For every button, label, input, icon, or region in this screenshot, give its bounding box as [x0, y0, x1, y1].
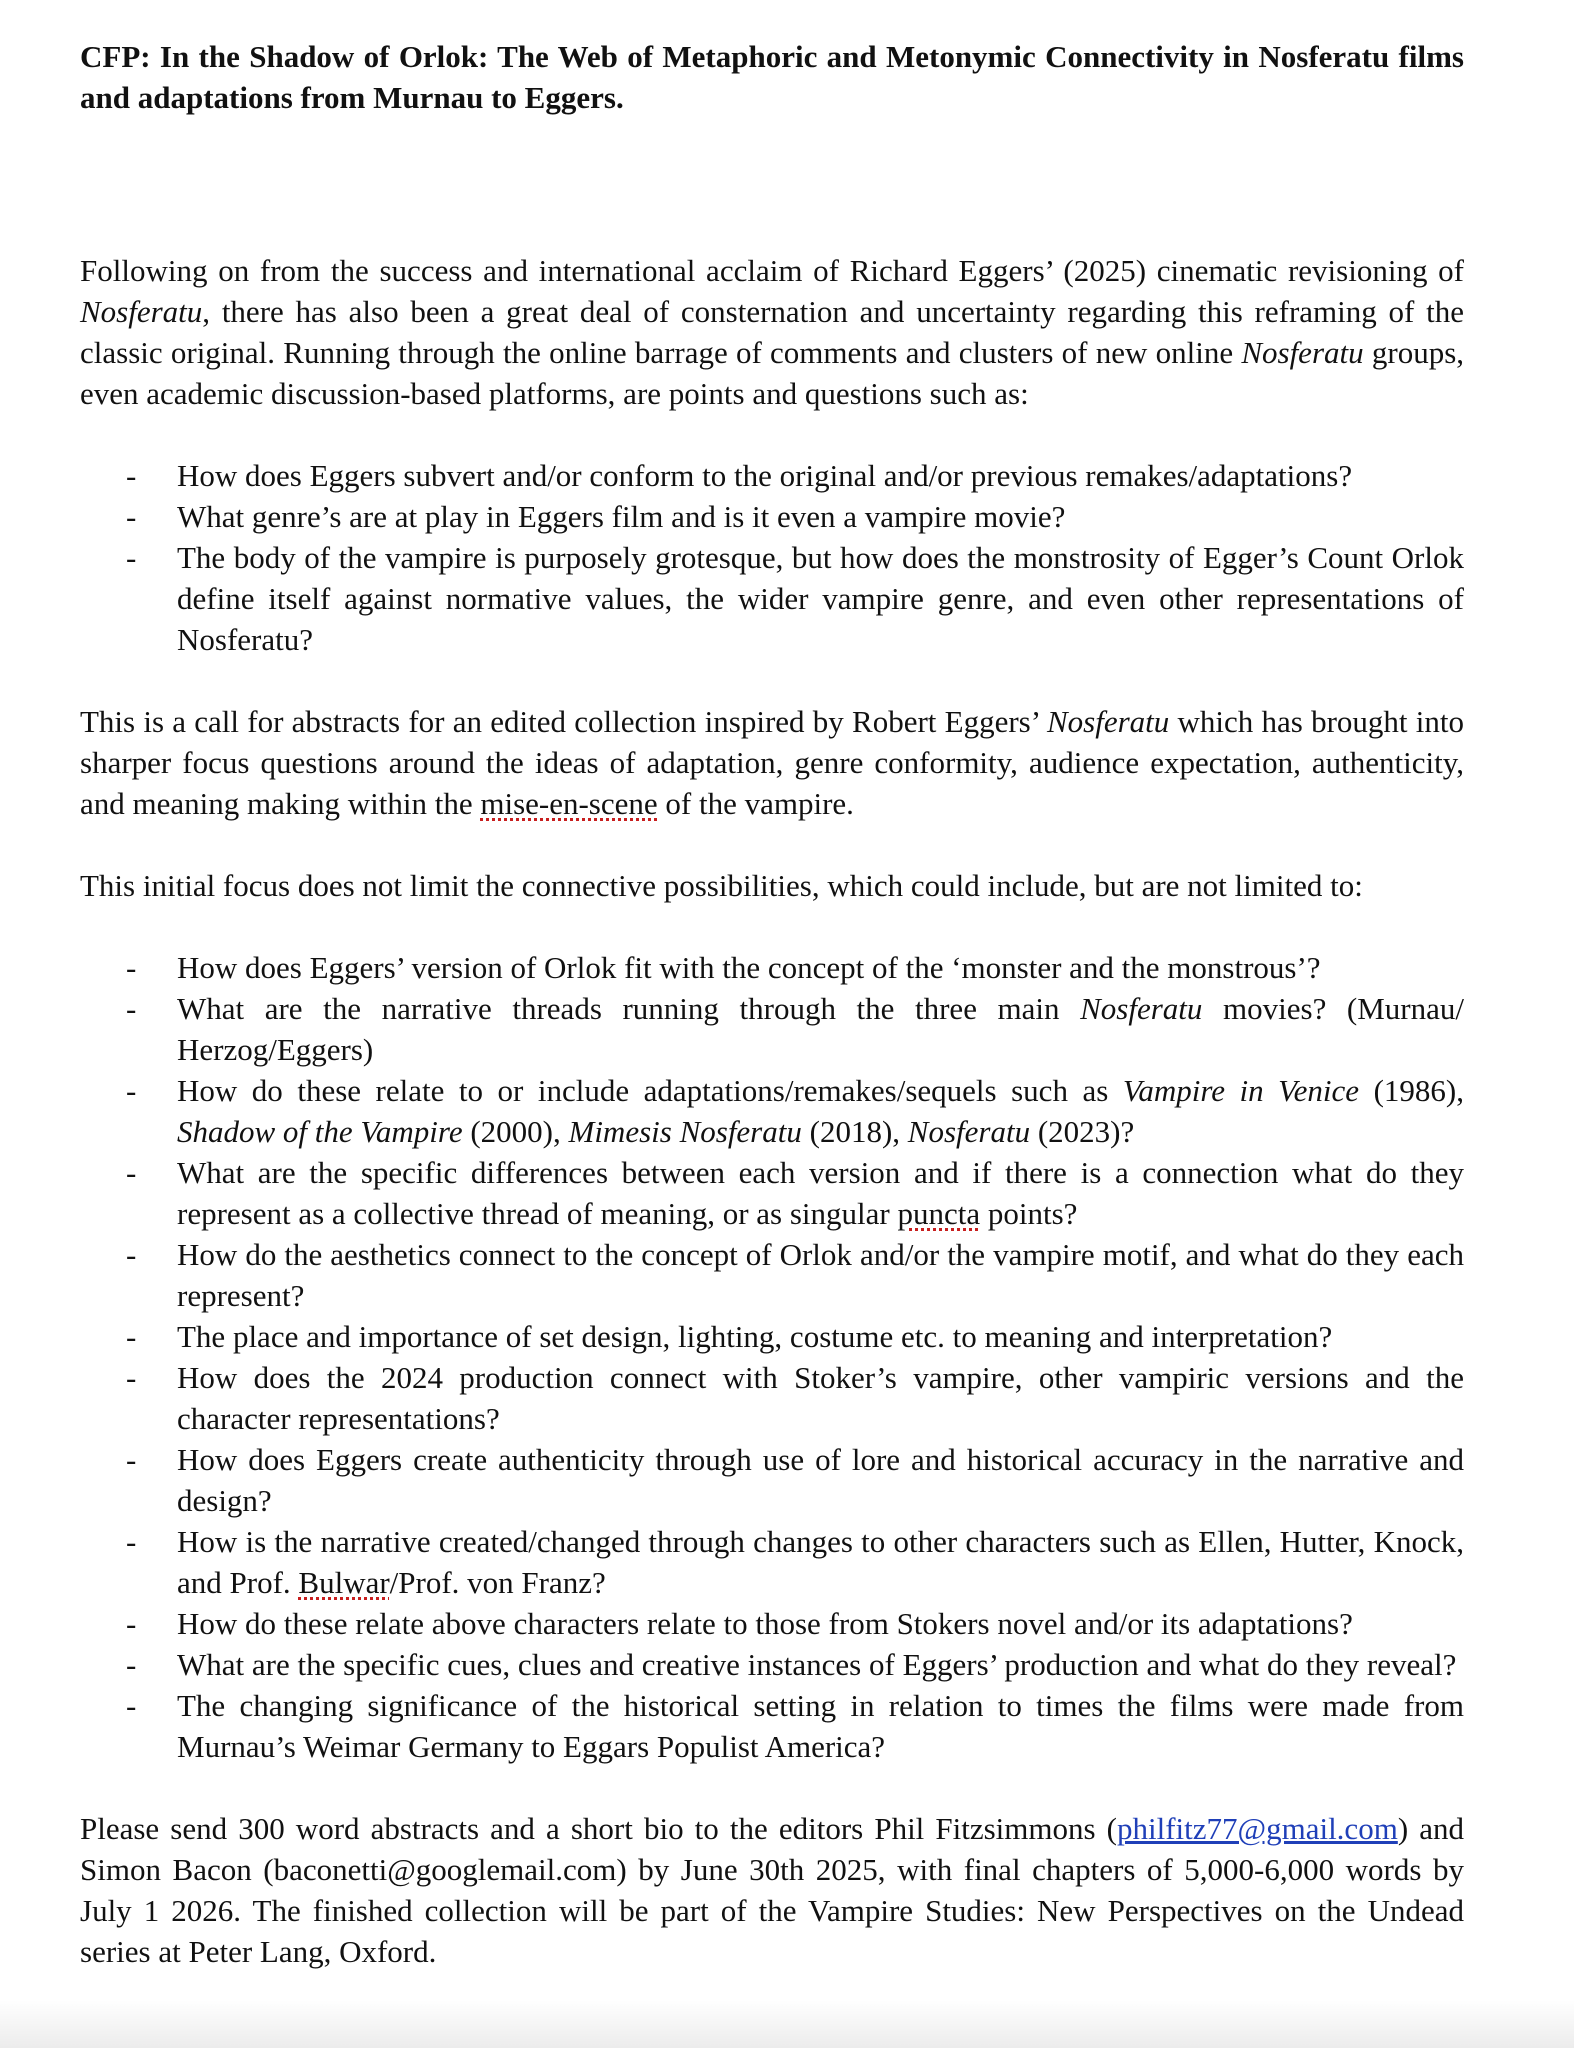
list-item: - What genre’s are at play in Eggers film and is it even a vampire movie? — [80, 496, 1464, 537]
topics-list — [80, 947, 1464, 1767]
list-item: - How do the aesthetics connect to the concept of Orlok and/or the vampire motif, and what do they each represent? — [80, 1234, 1464, 1316]
list-item: - What are the specific cues, clues and creative instances of Eggers’ production and what do they reveal? — [80, 1644, 1464, 1685]
dash-bullet: - — [126, 1524, 137, 1559]
list-item: - What are the specific differences between each version and if there is a connection what do they represent as a collective thread of meaning, or as singular puncta points? — [80, 1152, 1464, 1234]
list-item: - How does the 2024 production connect with Stoker’s vampire, other vampiric versions and the character representations? — [80, 1357, 1464, 1439]
intro-paragraph: Following on from the success and international acclaim of Richard Eggers’ (2025) cinematic revisioning of Nosferatu, there has also been a great deal of consternation and uncertainty regarding this reframing of the classic original. Running through the online barrage of comments and clusters of new online Nosferatu groups, even academic discussion-based platforms, are points and questions such as: — [80, 253, 1465, 411]
list-item: - The place and importance of set design, lighting, costume etc. to meaning and interpretation? — [80, 1316, 1464, 1357]
focus-paragraph: This initial focus does not limit the connective possibilities, which could include, but are not limited to: — [80, 868, 1363, 903]
dash-bullet: - — [126, 991, 137, 1026]
spellcheck-word: Bulwar — [298, 1565, 390, 1600]
dash-bullet: - — [126, 1073, 137, 1108]
dash-bullet: - — [126, 540, 137, 575]
document-page — [80, 36, 1464, 1972]
page-bottom-shadow — [0, 2000, 1574, 2048]
spellcheck-word: mise-en-scene — [480, 786, 658, 821]
dash-bullet: - — [126, 1647, 137, 1682]
list-item: - The body of the vampire is purposely grotesque, but how does the monstrosity of Egger’s Count Orlok define itself against normative values, the wider vampire genre, and even other representations of Nosferatu? — [80, 537, 1464, 660]
list-item: - How do these relate to or include adaptations/remakes/sequels such as Vampire in Venice (1986), Shadow of the Vampire (2000), Mimesis Nosferatu (2018), Nosferatu (2023)? — [80, 1070, 1464, 1152]
dash-bullet: - — [126, 1319, 137, 1354]
closing-paragraph: Please send 300 word abstracts and a short bio to the editors Phil Fitzsimmons (philfitz77@gmail.com) and Simon Bacon (baconetti@googlemail.com) by June 30th 2025, with final chapters of 5,000-6,000 words by July 1 2026. The finished collection will be part of the Vampire Studies: New Perspectives on the Undead series at Peter Lang, Oxford. — [80, 1811, 1464, 1969]
questions-list — [80, 455, 1464, 660]
dash-bullet: - — [126, 1442, 137, 1477]
list-item: - How is the narrative created/changed through changes to other characters such as Ellen, Hutter, Knock, and Prof. Bulwar/Prof. von Franz? — [80, 1521, 1464, 1603]
dash-bullet: - — [126, 458, 137, 493]
list-item: - How does Eggers create authenticity through use of lore and historical accuracy in the narrative and design? — [80, 1439, 1464, 1521]
dash-bullet: - — [126, 1237, 137, 1272]
dash-bullet: - — [126, 1688, 137, 1723]
dash-bullet: - — [126, 950, 137, 985]
dash-bullet: - — [126, 1360, 137, 1395]
list-item: - How do these relate above characters relate to those from Stokers novel and/or its adaptations? — [80, 1603, 1464, 1644]
list-item: - The changing significance of the historical setting in relation to times the films were made from Murnau’s Weimar Germany to Eggars Populist America? — [80, 1685, 1464, 1767]
call-paragraph: This is a call for abstracts for an edited collection inspired by Robert Eggers’ Nosferatu which has brought into sharper focus questions around the ideas of adaptation, genre conformity, audience expectation, authenticity, and meaning making within the mise-en-scene of the vampire. — [80, 704, 1465, 821]
list-item: - How does Eggers’ version of Orlok fit with the concept of the ‘monster and the monstrous’? — [80, 947, 1464, 988]
email-link[interactable]: philfitz77@gmail.com — [1117, 1811, 1398, 1846]
dash-bullet: - — [126, 499, 137, 534]
dash-bullet: - — [126, 1606, 137, 1641]
spellcheck-word: puncta — [897, 1196, 981, 1231]
list-item: - What are the narrative threads running through the three main Nosferatu movies? (Murnau/ Herzog/Eggers) — [80, 988, 1464, 1070]
document-title: CFP: In the Shadow of Orlok: The Web of Metaphoric and Metonymic Connectivity in Nosferatu films and adaptations from Murnau to Eggers. — [80, 39, 1464, 115]
dash-bullet: - — [126, 1155, 137, 1190]
list-item: - How does Eggers subvert and/or conform to the original and/or previous remakes/adaptations? — [80, 455, 1464, 496]
